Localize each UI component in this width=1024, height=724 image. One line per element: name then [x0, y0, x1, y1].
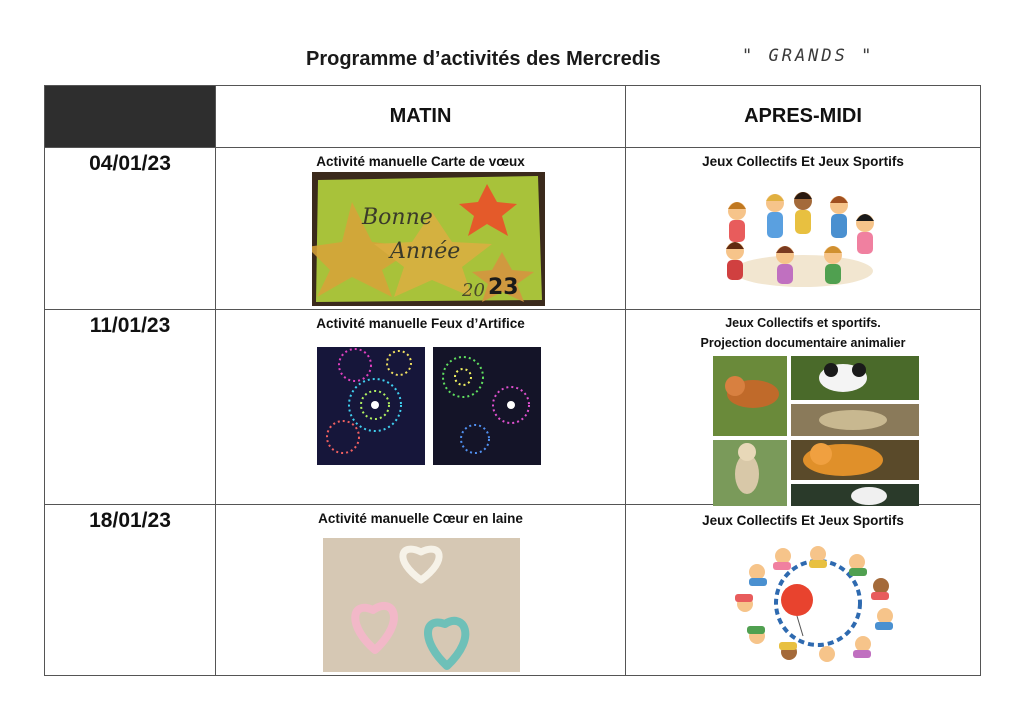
morning-activity-title: Activité manuelle Cœur en laine — [318, 511, 523, 526]
page-title: Programme d’activités des Mercredis — [306, 48, 661, 70]
card-text-bonne: Bonne — [362, 205, 433, 230]
wool-hearts-picture — [323, 538, 520, 672]
grid-line — [45, 147, 980, 148]
morning-activity-title: Activité manuelle Feux d’Artifice — [316, 316, 525, 331]
row-date: 04/01/23 — [89, 152, 171, 175]
afternoon-activity-title: Jeux Collectifs Et Jeux Sportifs — [702, 513, 904, 528]
children-around-balloon-picture — [729, 544, 907, 662]
grid-line — [45, 309, 980, 310]
grid-line — [215, 86, 216, 675]
animal-photo-collage-picture — [713, 356, 919, 506]
card-text-annee: Année — [390, 239, 461, 264]
title-row — [0, 44, 1024, 78]
header-corner-cell — [45, 86, 215, 147]
card-text-year-prefix: 20 — [462, 280, 485, 301]
afternoon-activity-subtitle: Projection documentaire animalier — [700, 336, 906, 350]
greeting-card-stars-picture — [312, 172, 545, 306]
card-text-year-suffix: 23 — [488, 275, 519, 300]
afternoon-activity-title: Jeux Collectifs et sportifs. — [725, 316, 881, 330]
fireworks-paintings-picture — [315, 343, 543, 467]
column-header-matin: MATIN — [389, 105, 452, 127]
row-date: 11/01/23 — [89, 314, 171, 337]
row-date: 18/01/23 — [89, 509, 171, 532]
grid-line — [625, 86, 626, 675]
schedule-table — [44, 85, 981, 676]
column-header-apres-midi: APRES-MIDI — [744, 105, 862, 127]
afternoon-activity-title: Jeux Collectifs Et Jeux Sportifs — [702, 154, 904, 169]
children-playing-circle-picture — [715, 191, 891, 294]
group-label: " GRANDS " — [742, 46, 875, 66]
morning-activity-title: Activité manuelle Carte de vœux — [316, 154, 525, 169]
